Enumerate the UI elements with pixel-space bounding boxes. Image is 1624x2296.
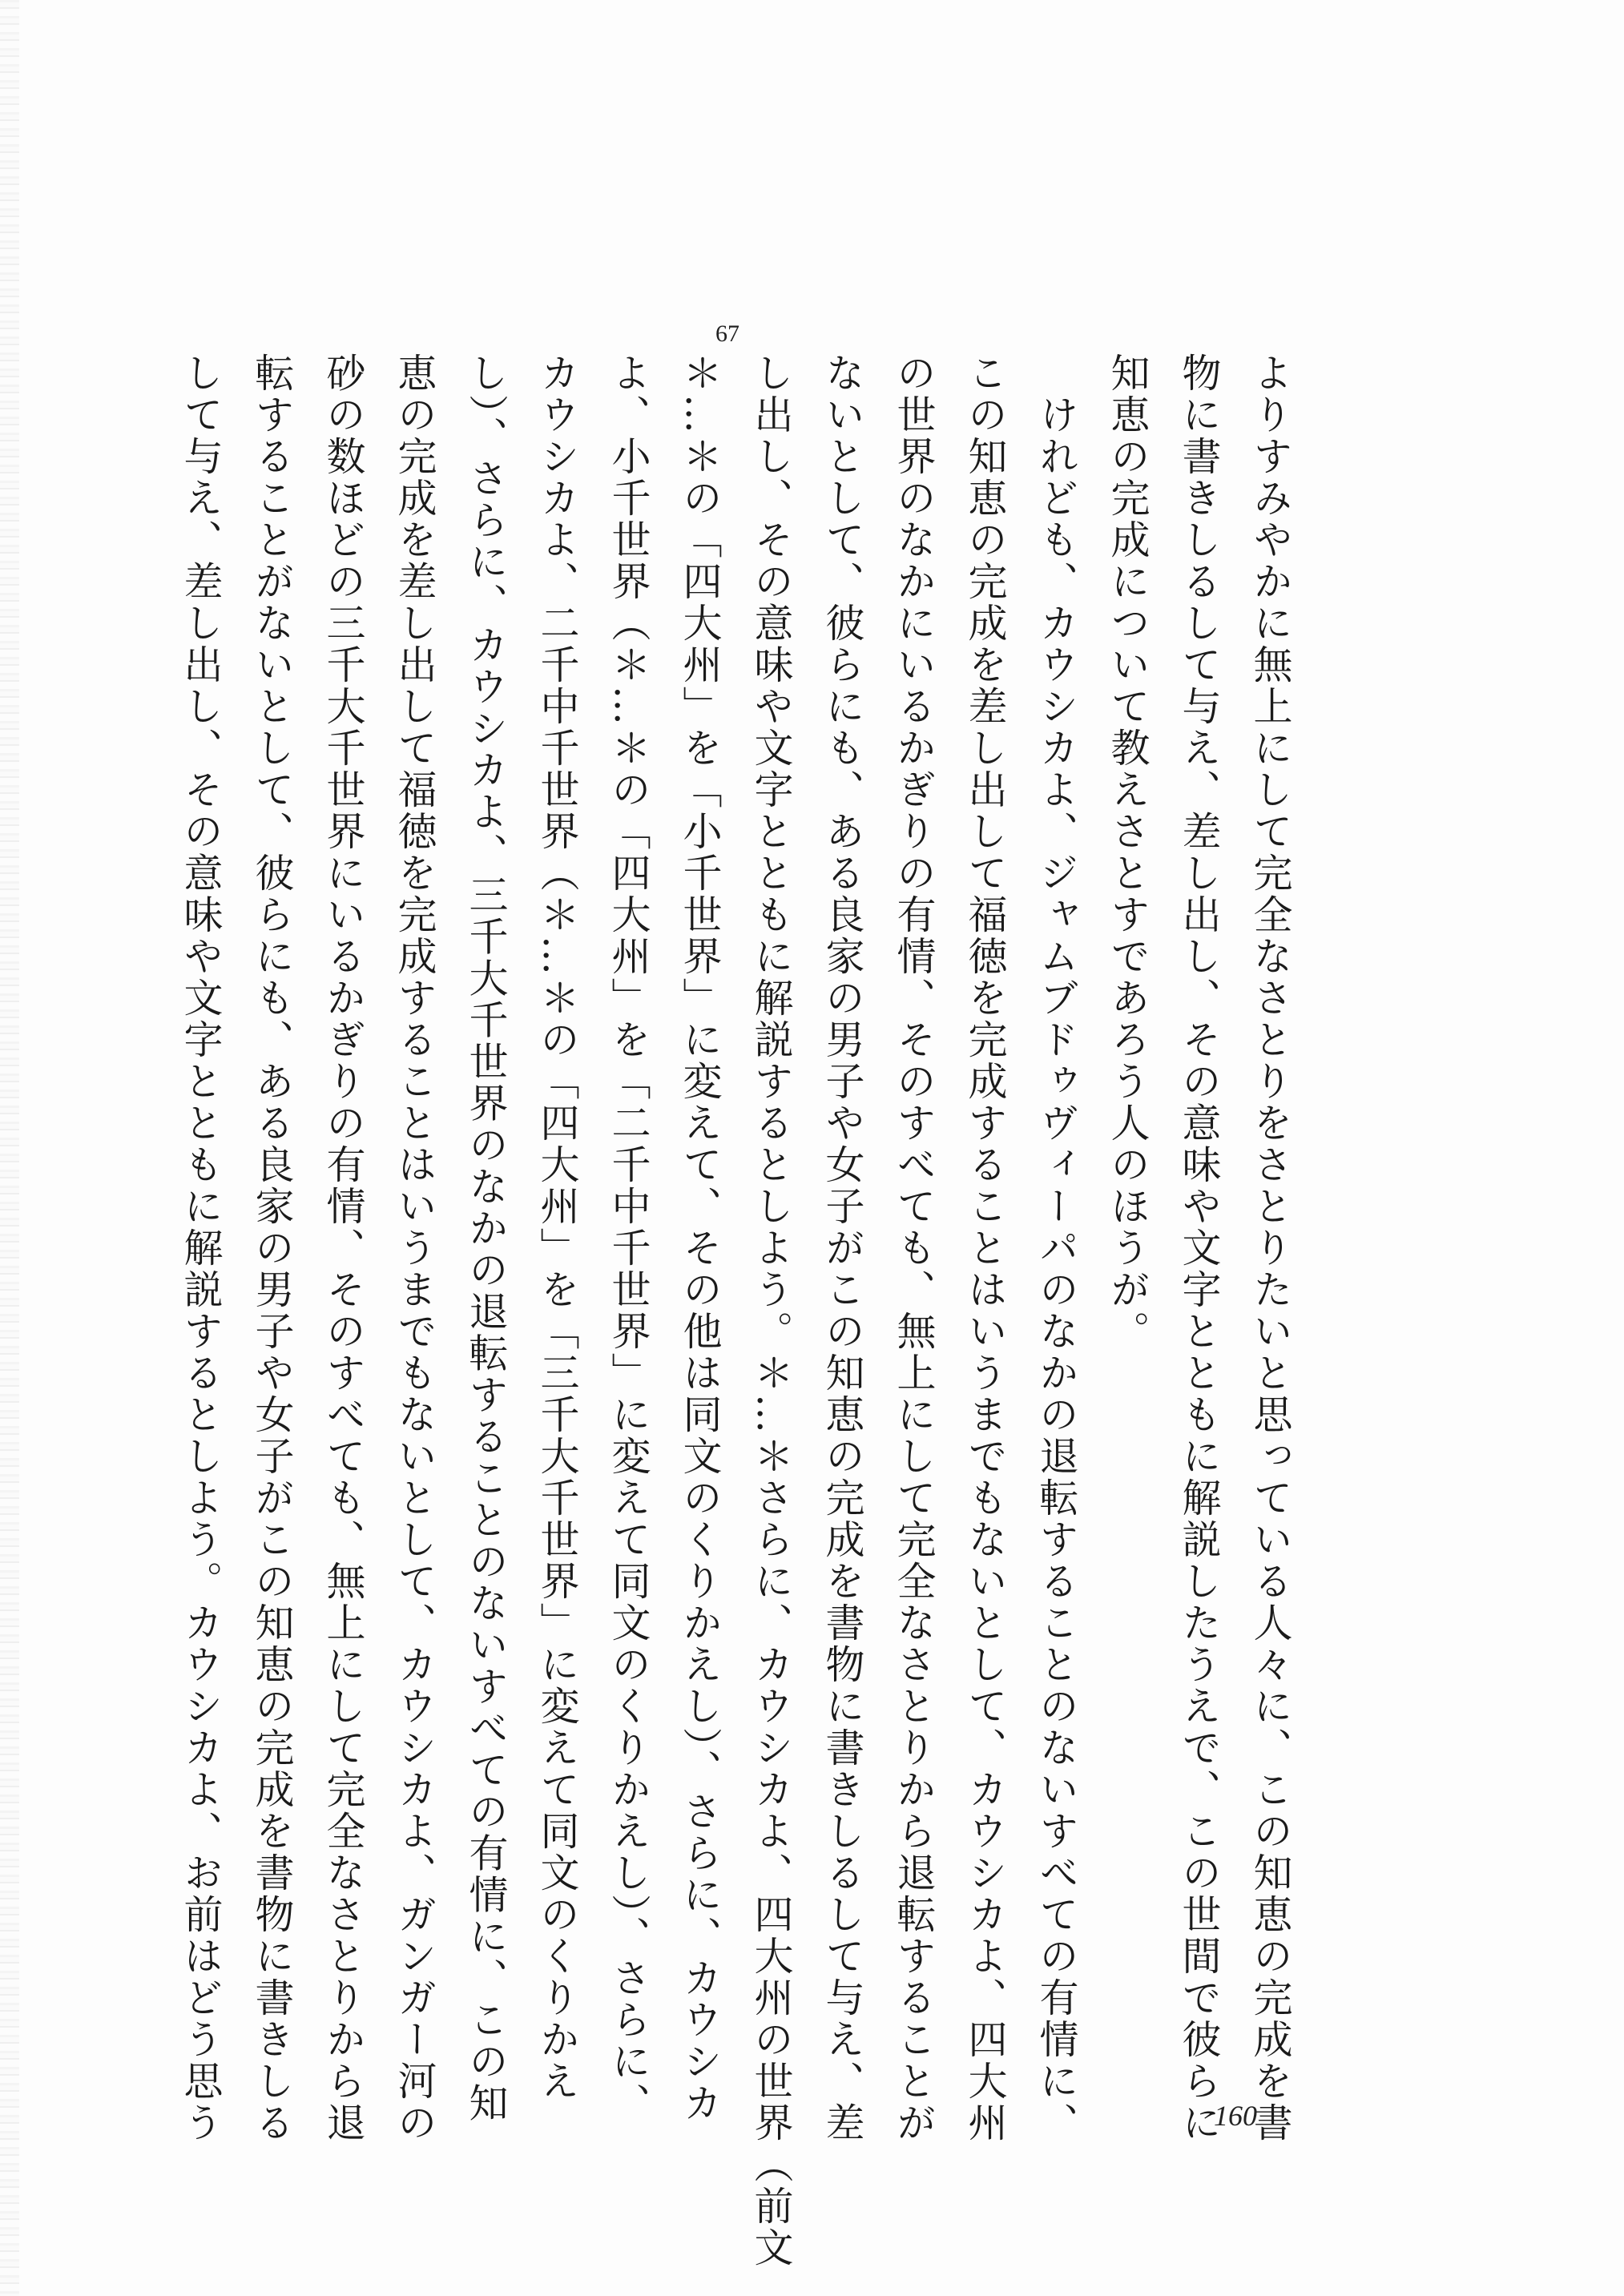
- text-line-11: カウシカよ、二千中千世界（＊…＊の「四大州」を「三千大千世界」に変えて同文のくりかえ: [534, 352, 580, 2102]
- text-line-15: 転することがないとして、彼らにも、ある良家の男子や女子がこの知恵の完成を書物に書きしる: [249, 352, 295, 2144]
- text-line-14: 砂の数ほどの三千大千世界にいるかぎりの有情、そのすべても、無上にして完全なさとりから退: [320, 352, 366, 2144]
- text-line-8: し出し、その意味や文字とともに解説するとしよう。＊…＊さらに、カウシカよ、四大州の世界（前文: [748, 352, 794, 2269]
- text-line-3: 知恵の完成について教えさとすであろう人のほうが。: [1105, 352, 1151, 1352]
- text-line-4: けれども、カウシカよ、ジャムブドゥヴィーパのなかの退転することのないすべての有情に、: [1034, 352, 1079, 2144]
- text-line-9: ＊…＊の「四大州」を「小千世界」に変えて、その他は同文のくりかえし）、さらに、カウシカ: [677, 352, 723, 2125]
- text-line-13: 恵の完成を差し出して福徳を完成することはいうまでもないとして、カウシカよ、ガンガー河の: [392, 352, 437, 2144]
- page-number: 160: [1214, 2100, 1257, 2132]
- section-number: 67: [715, 320, 739, 347]
- text-line-2: 物に書きしるして与え、差し出し、その意味や文字とともに解説したうえで、この世間で彼らに: [1176, 352, 1222, 2144]
- text-line-7: ないとして、彼らにも、ある良家の男子や女子がこの知恵の完成を書物に書きしるして与え、差: [820, 352, 865, 2144]
- text-line-1: よりすみやかに無上にして完全なさとりをさとりたいと思っている人々に、この知恵の完成を書: [1247, 352, 1293, 2144]
- text-line-6: の世界のなかにいるかぎりの有情、そのすべても、無上にして完全なさとりから退転することが: [891, 352, 937, 2144]
- scan-edge-shadow: [0, 0, 19, 2296]
- text-line-16: して与え、差し出し、その意味や文字とともに解説するとしよう。カウシカよ、お前はどう思う: [178, 352, 224, 2144]
- text-line-12: し）、さらに、カウシカよ、三千大千世界のなかの退転することのないすべての有情に、この知: [463, 352, 509, 2125]
- text-line-5: この知恵の完成を差し出して福徳を完成することはいうまでもないとして、カウシカよ、四大州: [962, 352, 1008, 2144]
- text-line-10: よ、小千世界（＊…＊の「四大州」を「二千中千世界」に変えて同文のくりかえし）、さらに、: [606, 352, 651, 2125]
